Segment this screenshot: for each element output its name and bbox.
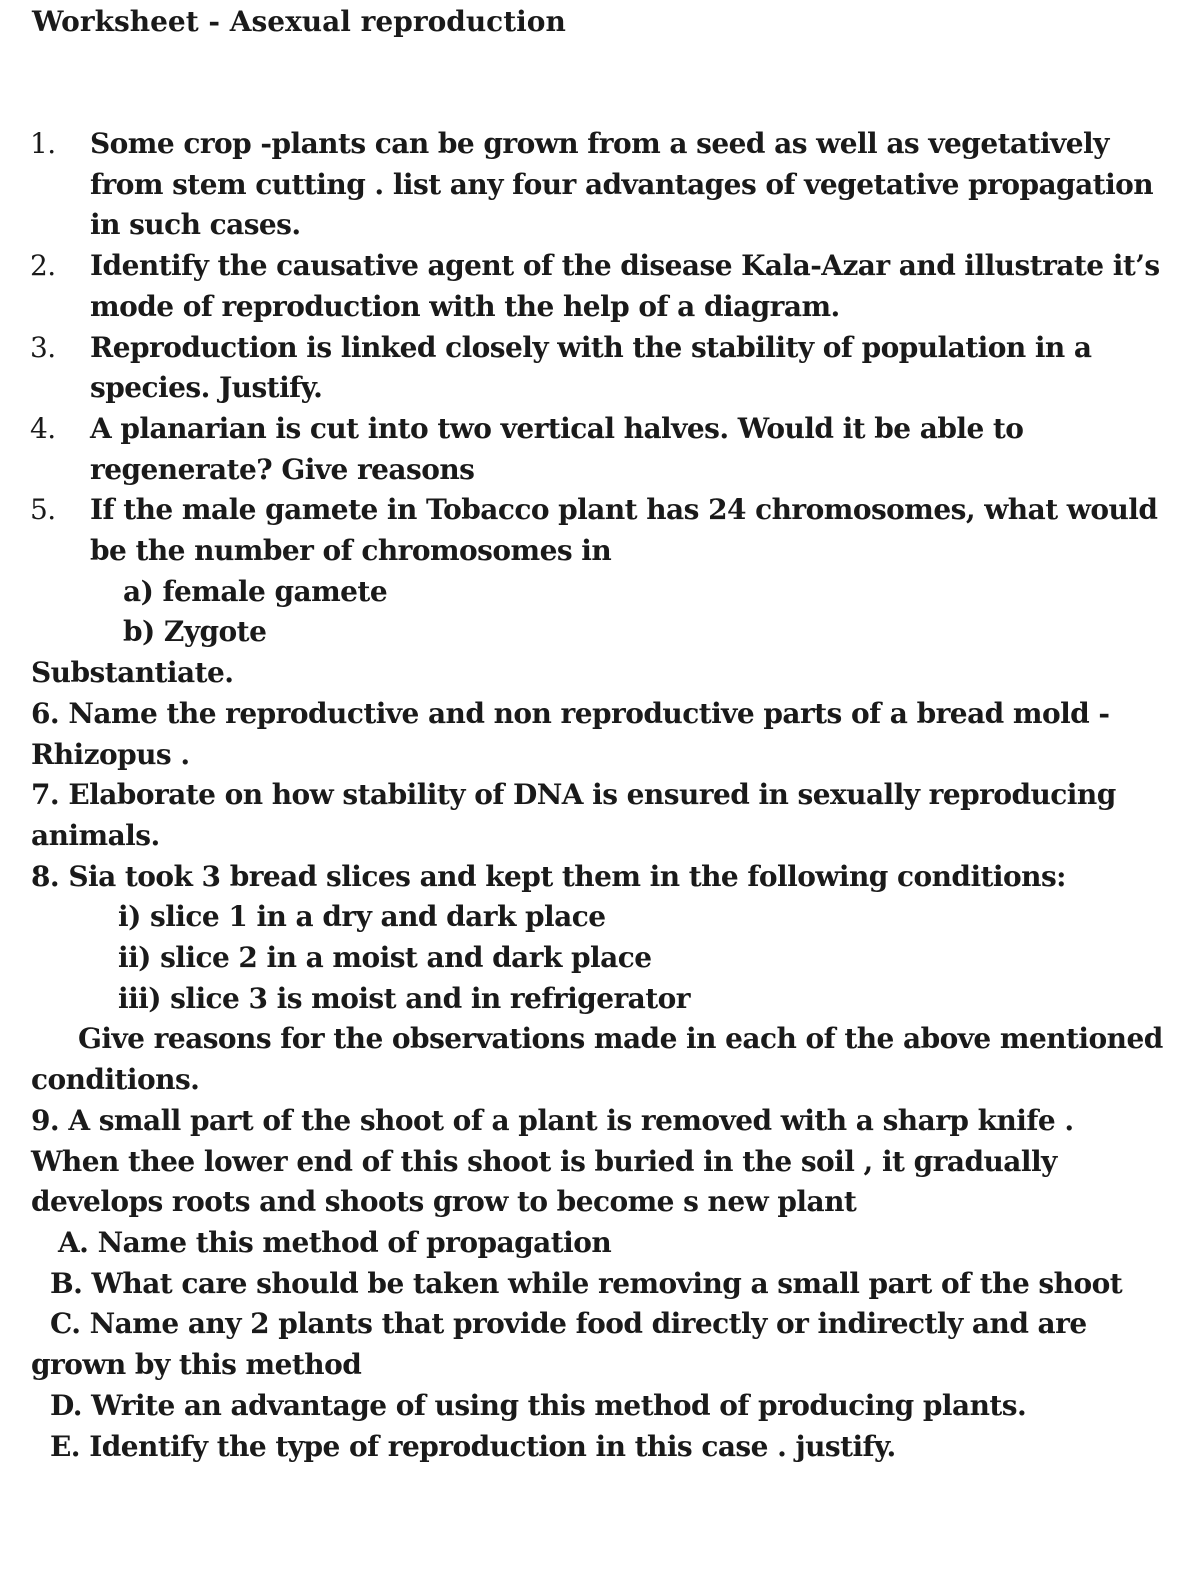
sub-item-i: i) slice 1 in a dry and dark place <box>118 900 606 934</box>
question-text: mode of reproduction with the help of a diagram. <box>90 289 840 323</box>
question-8-instruction-cont: conditions. <box>31 1063 200 1097</box>
question-9-cont: When thee lower end of this shoot is buried in the soil , it gradually <box>31 1144 1057 1178</box>
question-number: 1. <box>30 127 56 160</box>
question-6-cont: Rhizopus . <box>31 737 190 771</box>
page-title: Worksheet - Asexual reproduction <box>32 5 566 38</box>
sub-item-ii: ii) slice 2 in a moist and dark place <box>118 941 652 975</box>
option-c-cont: grown by this method <box>31 1348 362 1382</box>
sub-item-iii: iii) slice 3 is moist and in refrigerator <box>118 981 690 1015</box>
question-text: from stem cutting . list any four advantages of vegetative propagation <box>90 167 1154 201</box>
question-4 <box>0 409 1200 490</box>
question-5 <box>0 490 1200 571</box>
question-text: species. Justify. <box>90 371 323 405</box>
question-1 <box>0 124 1200 246</box>
question-text: Identify the causative agent of the disease Kala-Azar and illustrate it’s <box>90 249 1160 283</box>
question-number: 2. <box>30 249 56 283</box>
question-number: 3. <box>30 330 56 364</box>
option-a: A. Name this method of propagation <box>58 1225 612 1259</box>
question-9-cont: develops roots and shoots grow to become s new plant <box>31 1185 857 1219</box>
question-8-instruction: Give reasons for the observations made in each of the above mentioned <box>78 1022 1163 1056</box>
question-number: 4. <box>30 411 56 445</box>
question-text: in such cases. <box>90 208 301 242</box>
question-text: A planarian is cut into two vertical halves. Would it be able to <box>90 411 1024 445</box>
sub-item-a: a) female gamete <box>123 574 388 608</box>
question-text: regenerate? Give reasons <box>90 452 475 486</box>
question-6: 6. Name the reproductive and non reproductive parts of a bread mold - <box>31 696 1110 730</box>
question-text: If the male gamete in Tobacco plant has 24 chromosomes, what would <box>90 493 1158 527</box>
question-7-cont: animals. <box>31 818 160 852</box>
question-text: Reproduction is linked closely with the stability of population in a <box>90 330 1092 364</box>
option-c: C. Name any 2 plants that provide food directly or indirectly and are <box>50 1307 1087 1341</box>
question-5-tail: Substantiate. <box>31 656 234 690</box>
option-d: D. Write an advantage of using this method of producing plants. <box>50 1388 1027 1422</box>
question-number: 5. <box>30 493 56 527</box>
question-3 <box>0 328 1200 409</box>
question-7: 7. Elaborate on how stability of DNA is ensured in sexually reproducing <box>31 778 1116 812</box>
question-8: 8. Sia took 3 bread slices and kept them in the following conditions: <box>31 859 1066 893</box>
question-2 <box>0 246 1200 327</box>
questions-list <box>0 124 1200 1467</box>
question-text: be the number of chromosomes in <box>90 534 612 568</box>
question-text: Some crop -plants can be grown from a seed as well as vegetatively <box>90 127 1109 160</box>
question-9: 9. A small part of the shoot of a plant is removed with a sharp knife . <box>31 1103 1074 1137</box>
sub-item-b: b) Zygote <box>123 615 267 649</box>
option-e: E. Identify the type of reproduction in this case . justify. <box>50 1429 896 1463</box>
option-b: B. What care should be taken while removing a small part of the shoot <box>50 1266 1123 1300</box>
